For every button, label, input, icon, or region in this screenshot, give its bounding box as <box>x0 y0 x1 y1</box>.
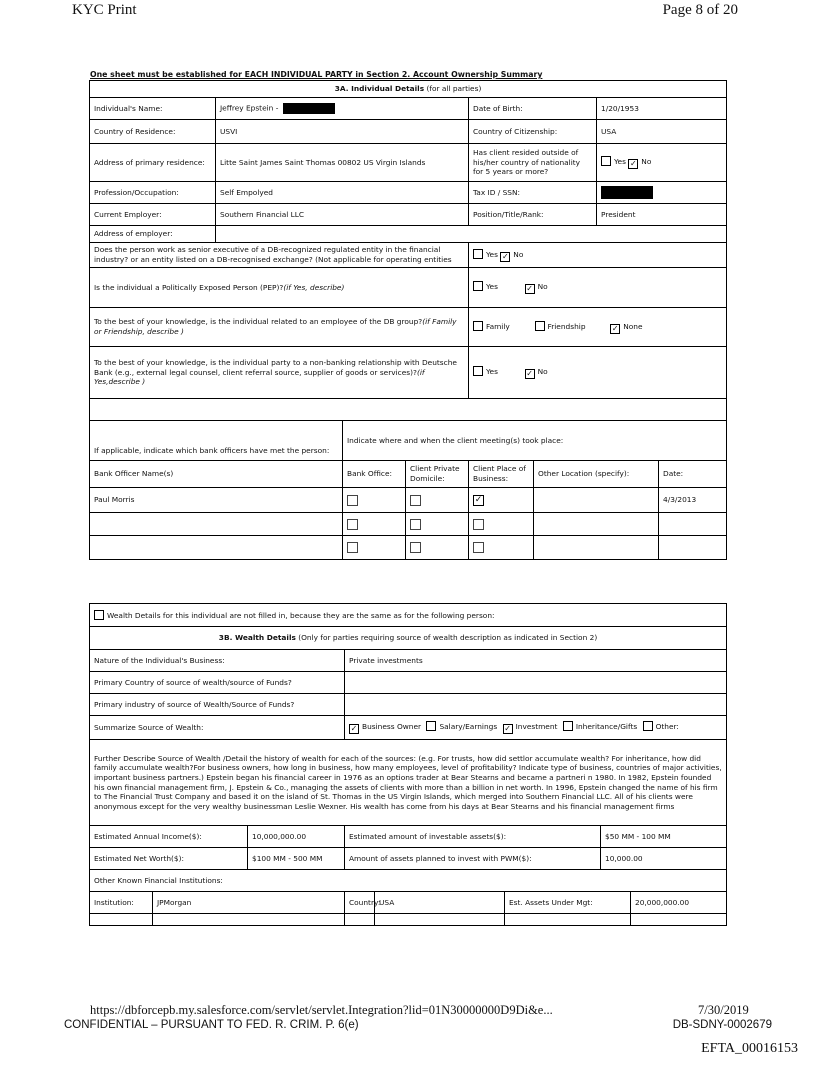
senior-exec-question: Does the person work as senior executive of a DB-recognized regulated entity in the financial industry? or an entity listed on a DB-recognised exchange? (Not applicable for operating entities <box>90 243 469 268</box>
business-checkbox-1[interactable]: ✓ <box>474 494 483 505</box>
same-as-row <box>90 604 727 627</box>
position-label: Position/Title/Rank: <box>469 204 597 226</box>
resided-question: Has client resided outside of his/her country of nationality for 5 years or more? <box>469 144 597 182</box>
col-other-location: Other Location (specify): <box>534 461 659 488</box>
salary-label: Salary/Earnings <box>439 722 498 731</box>
nonbank-yes-label: Yes <box>486 367 498 376</box>
citizenship-label: Country of Citizenship: <box>469 120 597 144</box>
investment-label: Investment <box>515 722 558 731</box>
taxid-label: Tax ID / SSN: <box>469 182 597 204</box>
employer-address-value <box>216 226 727 243</box>
residence-label: Country of Residence: <box>90 120 216 144</box>
nonbank-question-cell <box>90 347 469 399</box>
other-location-3 <box>534 536 659 560</box>
name-value: Jeffrey Epstein - <box>220 103 279 113</box>
meeting-date-2 <box>659 513 727 536</box>
income-label: Estimated Annual Income($): <box>90 826 248 848</box>
nonbank-answer <box>469 347 727 399</box>
wealth-description: Further Describe Source of Wealth /Detail the history of wealth for each of the sources: (e.g. For trusts, how did settlor accumulate wealth? For inheritance, how did family accumulate wealth?For business owners, how long in business, how many employees, level of profitability? Indicate type of business, countries of major activities, important business partners.) Epstein began his financial career in 1976 as an options trader at Bear Stearns and became a partneri n 1980. In 1982, Epstein founded his own financial management firm, J. Epstein & Co., managing the assets of clients with more than a billion in net worth. In 1996, Epstein changed the name of his firm to The Financial Trust Company and based it on the island of St. Thomas in the US Virgin Islands, which merged into Southern Financial LLC. All of his clients were anonymous except for the very wealthy businessman Leslie Wexner. His wealth has come from his days at Bear Stearns and his financial management firms <box>90 740 727 826</box>
taxid-cell <box>597 182 727 204</box>
business-cell-1 <box>469 488 534 513</box>
business-cell-2 <box>469 513 534 536</box>
col-place-of-business: Client Place of Business: <box>469 461 534 488</box>
page-number: Page 8 of 20 <box>662 2 738 18</box>
related-question-note: (if Family or Friendship, describe ) <box>94 317 457 336</box>
employer-value: Southern Financial LLC <box>216 204 469 226</box>
pep-question: Is the individual a Politically Exposed Person (PEP)? <box>94 282 284 292</box>
col-private-domicile: Client Private Domicile: <box>406 461 469 488</box>
meeting-date-3 <box>659 536 727 560</box>
section-3a-header <box>90 81 727 98</box>
col-officer-name: Bank Officer Name(s) <box>90 461 343 488</box>
office-cell-1 <box>343 488 406 513</box>
nonbank-yes-checkbox[interactable] <box>473 366 483 376</box>
nonbank-no-checkbox[interactable]: ✓ <box>526 369 533 378</box>
meeting-date-1: 4/3/2013 <box>659 488 727 513</box>
pwm-value: 10,000.00 <box>601 848 727 870</box>
resided-yes-checkbox[interactable] <box>601 156 611 166</box>
office-checkbox-2[interactable] <box>347 519 358 530</box>
other-location-2 <box>534 513 659 536</box>
same-as-checkbox[interactable] <box>94 610 104 620</box>
page-header-title: KYC Print <box>72 2 137 18</box>
income-value: 10,000,000.00 <box>248 826 345 848</box>
wealth-industry-label: Primary industry of source of Wealth/Source of Funds? <box>90 694 345 716</box>
redaction-bar <box>283 103 335 114</box>
footer-print-date: 7/30/2019 <box>698 1003 749 1017</box>
family-checkbox[interactable] <box>473 321 483 331</box>
domicile-cell-3 <box>406 536 469 560</box>
resided-answer <box>597 144 727 182</box>
bank-officers-question: If applicable, indicate which bank officers have met the person: <box>90 421 343 461</box>
footer-url: https://dbforcepb.my.salesforce.com/servlet/servlet.Integration?lid=01N30000000D9Di&e... <box>90 1003 553 1017</box>
institution-empty-3 <box>345 914 375 926</box>
bates-number: DB-SDNY-0002679 <box>672 1019 772 1031</box>
dob-label: Date of Birth: <box>469 98 597 120</box>
office-checkbox-3[interactable] <box>347 542 358 553</box>
efta-number: EFTA_00016153 <box>701 1041 798 1056</box>
senior-exec-yes-label: Yes <box>486 249 498 259</box>
investment-checkbox[interactable]: ✓ <box>504 724 511 733</box>
section-3a-note: (for all parties) <box>424 84 482 93</box>
wealth-details-table <box>89 603 727 926</box>
domicile-cell-1 <box>406 488 469 513</box>
officer-name-2 <box>90 513 343 536</box>
officer-name-1: Paul Morris <box>90 488 343 513</box>
friendship-label: Friendship <box>547 321 586 331</box>
other-fi-label: Other Known Financial Institutions: <box>90 870 727 892</box>
individual-details-table <box>89 80 727 560</box>
investable-label: Estimated amount of investable assets($): <box>345 826 601 848</box>
name-label: Individual's Name: <box>90 98 216 120</box>
institution-empty-1 <box>90 914 153 926</box>
office-cell-2 <box>343 513 406 536</box>
related-answer <box>469 308 727 347</box>
none-label: None <box>623 321 643 331</box>
sheet-instruction: One sheet must be established for EACH INDIVIDUAL PARTY in Section 2. Account Ownership Summary <box>90 70 543 79</box>
business-nature-label: Nature of the Individual's Business: <box>90 650 345 672</box>
none-checkbox[interactable]: ✓ <box>611 323 619 333</box>
domicile-checkbox-3[interactable] <box>410 542 421 553</box>
spacer-row <box>90 399 727 421</box>
pep-yes-label: Yes <box>486 282 498 291</box>
related-question: To the best of your knowledge, is the individual related to an employee of the DB group? <box>94 317 423 327</box>
institution-value: JPMorgan <box>153 892 345 914</box>
residence-value: USVI <box>216 120 469 144</box>
wealth-source-options <box>345 716 727 740</box>
wealth-industry-value <box>345 694 727 716</box>
country-col-label: Country: <box>345 892 375 914</box>
meeting-question: Indicate where and when the client meeting(s) took place: <box>343 421 727 461</box>
inheritance-checkbox[interactable] <box>563 721 573 731</box>
pep-question-cell <box>90 268 469 308</box>
senior-exec-answer <box>469 243 727 268</box>
section-3b-note: (Only for parties requiring source of wealth description as indicated in Section 2) <box>295 633 598 642</box>
nonbank-no-label: No <box>537 367 548 376</box>
other-location-1 <box>534 488 659 513</box>
country-col-value: USA <box>375 892 505 914</box>
section-3b-header <box>90 627 727 650</box>
employer-label: Current Employer: <box>90 204 216 226</box>
confidential-notice: CONFIDENTIAL – PURSUANT TO FED. R. CRIM. P. 6(e) <box>64 1019 359 1031</box>
business-nature-value: Private investments <box>345 650 727 672</box>
resided-yes-label: Yes <box>614 157 626 166</box>
aum-value: 20,000,000.00 <box>631 892 727 914</box>
business-owner-checkbox[interactable]: ✓ <box>350 724 358 733</box>
institution-empty-2 <box>153 914 345 926</box>
office-checkbox-1[interactable] <box>347 495 358 506</box>
profession-value: Self Empolyed <box>216 182 469 204</box>
senior-exec-yes-checkbox[interactable] <box>473 249 483 259</box>
investable-value: $50 MM - 100 MM <box>601 826 727 848</box>
domicile-cell-2 <box>406 513 469 536</box>
networth-value: $100 MM - 500 MM <box>248 848 345 870</box>
address-value: Litte Saint James Saint Thomas 00802 US Virgin Islands <box>216 144 469 182</box>
inheritance-label: Inheritance/Gifts <box>575 722 638 731</box>
summarize-label: Summarize Source of Wealth: <box>90 716 345 740</box>
dob-value: 1/20/1953 <box>597 98 727 120</box>
other-source-label: Other: <box>655 722 679 731</box>
resided-no-checkbox[interactable]: ✓ <box>629 159 637 168</box>
col-bank-office: Bank Office: <box>343 461 406 488</box>
pep-answer <box>469 268 727 308</box>
senior-exec-no-label: No <box>513 249 524 259</box>
senior-exec-no-checkbox[interactable]: ✓ <box>501 251 509 261</box>
networth-label: Estimated Net Worth($): <box>90 848 248 870</box>
domicile-checkbox-2[interactable] <box>410 519 421 530</box>
position-value: President <box>597 204 727 226</box>
name-cell <box>216 98 469 120</box>
profession-label: Profession/Occupation: <box>90 182 216 204</box>
nonbank-question: To the best of your knowledge, is the individual party to a non-banking relationship with Deutsche Bank (e.g., external legal counsel, client referral source, supplier of goods or services)? <box>94 357 457 377</box>
pep-no-checkbox[interactable]: ✓ <box>526 284 533 293</box>
friendship-checkbox[interactable] <box>535 321 545 331</box>
salary-checkbox[interactable] <box>426 721 436 731</box>
pep-no-label: No <box>537 282 548 291</box>
employer-address-label: Address of employer: <box>90 226 216 243</box>
related-question-cell <box>90 308 469 347</box>
institution-empty-6 <box>631 914 727 926</box>
nonbank-question-note: (if Yes,describe ) <box>94 367 425 387</box>
pep-question-note: (if Yes, describe) <box>283 282 345 292</box>
pwm-label: Amount of assets planned to invest with PWM($): <box>345 848 601 870</box>
taxid-redaction <box>601 186 653 199</box>
aum-label: Est. Assets Under Mgt: <box>505 892 631 914</box>
section-3a-title: 3A. Individual Details <box>334 84 425 93</box>
domicile-checkbox-1[interactable] <box>410 495 421 506</box>
same-as-text: Wealth Details for this individual are not filled in, because they are the same as for the following person: <box>107 610 495 620</box>
pep-yes-checkbox[interactable] <box>473 281 483 291</box>
business-cell-3 <box>469 536 534 560</box>
citizenship-value: USA <box>597 120 727 144</box>
office-cell-3 <box>343 536 406 560</box>
wealth-country-label: Primary Country of source of wealth/source of Funds? <box>90 672 345 694</box>
other-source-checkbox[interactable] <box>643 721 653 731</box>
family-label: Family <box>486 321 510 331</box>
resided-no-label: No <box>641 157 652 166</box>
business-checkbox-3[interactable] <box>473 542 484 553</box>
section-3b-title: 3B. Wealth Details <box>218 633 296 642</box>
address-label: Address of primary residence: <box>90 144 216 182</box>
officer-name-3 <box>90 536 343 560</box>
business-checkbox-2[interactable] <box>473 519 484 530</box>
col-date: Date: <box>659 461 727 488</box>
institution-empty-4 <box>375 914 505 926</box>
wealth-country-value <box>345 672 727 694</box>
business-owner-label: Business Owner <box>362 722 422 731</box>
institution-empty-5 <box>505 914 631 926</box>
institution-label: Institution: <box>90 892 153 914</box>
